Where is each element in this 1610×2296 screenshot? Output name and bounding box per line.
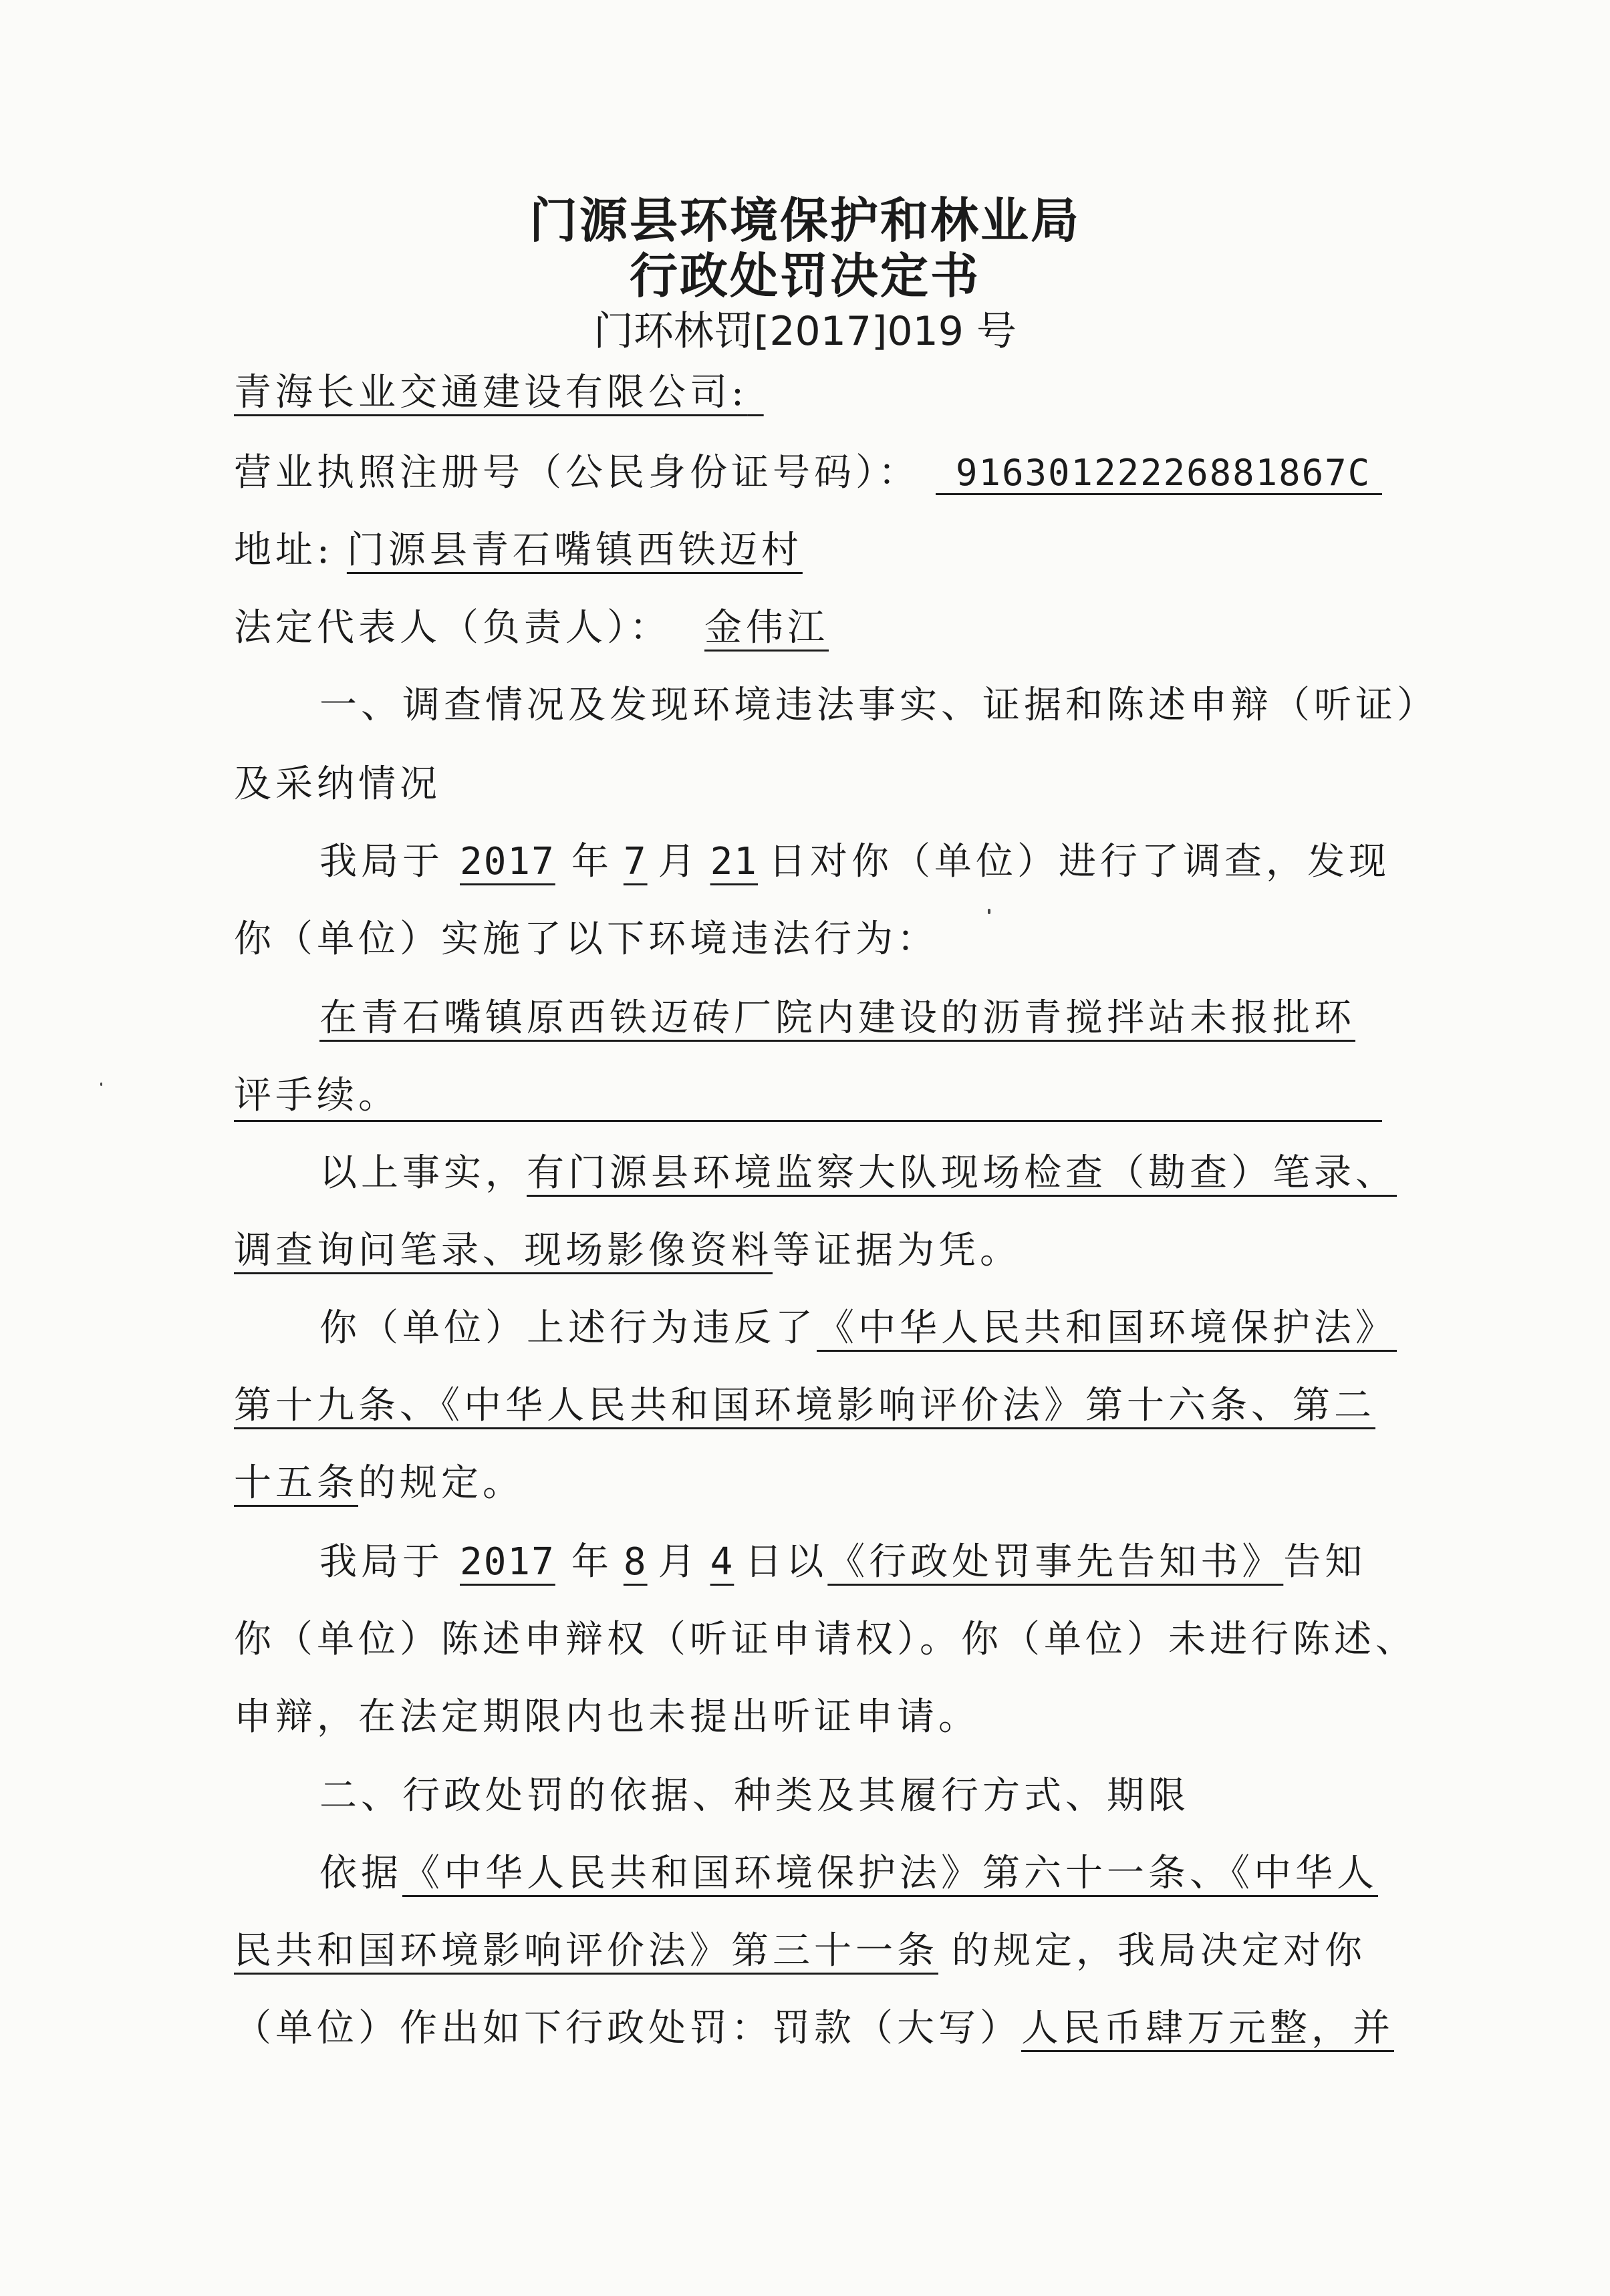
- investigation-day: 21: [710, 840, 759, 883]
- basis-line: 依据《中华人民共和国环境保护法》第六十一条、《中华人: [319, 1852, 1378, 1895]
- representative-value: 金伟江: [704, 606, 829, 650]
- notice-day: 4: [710, 1540, 734, 1584]
- notice-line3: 申辩，在法定期限内也未提出听证申请。: [234, 1695, 980, 1739]
- notice-date-line: 我局于 2017 年 8 月 4 日以《行政处罚事先告知书》告知: [319, 1540, 1367, 1584]
- doc-type-title: 行政处罚决定书: [629, 247, 980, 304]
- violated-law-line: 你（单位）上述行为违反了《中华人民共和国环境保护法》: [319, 1306, 1397, 1350]
- notice-year: 2017: [460, 1540, 555, 1584]
- violated-law-cont: 第十九条、《中华人民共和国环境影响评价法》第十六条、第二: [234, 1384, 1375, 1427]
- investigation-month: 7: [623, 840, 648, 883]
- violation-text-cont: 评手续。: [234, 1074, 400, 1117]
- party-name: 青海长业交通建设有限公司:: [234, 371, 748, 414]
- evidence-line2: 调查询问笔录、现场影像资料等证据为凭。: [234, 1229, 1021, 1272]
- representative-line: [234, 601, 849, 655]
- penalty-line: （单位）作出如下行政处罚：罚款（大写）人民币肆万元整，并: [234, 2007, 1394, 2050]
- notice-month: 8: [623, 1540, 648, 1584]
- notice-document: 《行政处罚事先告知书》: [827, 1540, 1284, 1584]
- fine-amount: 人民币肆万元整，并: [1021, 2007, 1394, 2050]
- license-line: [234, 446, 920, 500]
- party-name-line: [234, 366, 768, 420]
- doc-number: 门环林罚[2017]019 号: [593, 308, 1017, 355]
- section2-heading: 二、行政处罚的依据、种类及其履行方式、期限: [319, 1774, 1190, 1818]
- violated-law: 《中华人民共和国环境保护法》: [817, 1306, 1397, 1350]
- basis-line2: 民共和国环境影响评价法》第三十一条 的规定，我局决定对你: [234, 1929, 1366, 1973]
- penalty-basis: 《中华人民共和国环境保护法》第六十一条、《中华人: [402, 1852, 1378, 1895]
- evidence-text: 有门源县环境监察大队现场检查（勘查）笔录、: [527, 1151, 1397, 1195]
- scan-speck: [988, 909, 990, 914]
- address-value: 门源县青石嘴镇西铁迈村: [346, 529, 803, 572]
- address-label: 地址:: [234, 529, 333, 572]
- violated-law-end: 十五条的规定。: [234, 1461, 524, 1505]
- address-line: [234, 524, 803, 577]
- license-label: 营业执照注册号（公民身份证号码）：: [234, 451, 920, 494]
- penalty-basis-cont: 民共和国环境影响评价法》第三十一条: [234, 1929, 938, 1973]
- investigation-line2: 你（单位）实施了以下环境违法行为：: [234, 917, 938, 961]
- scan-speck: [100, 1083, 102, 1086]
- investigation-date-line: 我局于 2017 年 7 月 21 日对你（单位）进行了调查，发现: [319, 840, 1391, 883]
- investigation-year: 2017: [460, 840, 555, 883]
- evidence-text-cont: 调查询问笔录、现场影像资料: [234, 1229, 773, 1272]
- notice-line2: 你（单位）陈述申辩权（听证申请权）。你（单位）未进行陈述、: [234, 1618, 1417, 1661]
- license-value: 91630122226881867C: [956, 452, 1371, 494]
- violation-underline: [234, 1120, 1382, 1122]
- representative-label: 法定代表人（负责人）：: [234, 606, 671, 650]
- org-title: 门源县环境保护和林业局: [529, 192, 1081, 249]
- evidence-line: 以上事实，有门源县环境监察大队现场检查（勘查）笔录、: [319, 1151, 1397, 1195]
- section1-heading: 一、调查情况及发现环境违法事实、证据和陈述申辩（听证）: [319, 684, 1438, 727]
- section1-heading-cont: 及采纳情况: [234, 762, 441, 806]
- violation-text: 在青石嘴镇原西铁迈砖厂院内建设的沥青搅拌站未报批环: [319, 996, 1355, 1040]
